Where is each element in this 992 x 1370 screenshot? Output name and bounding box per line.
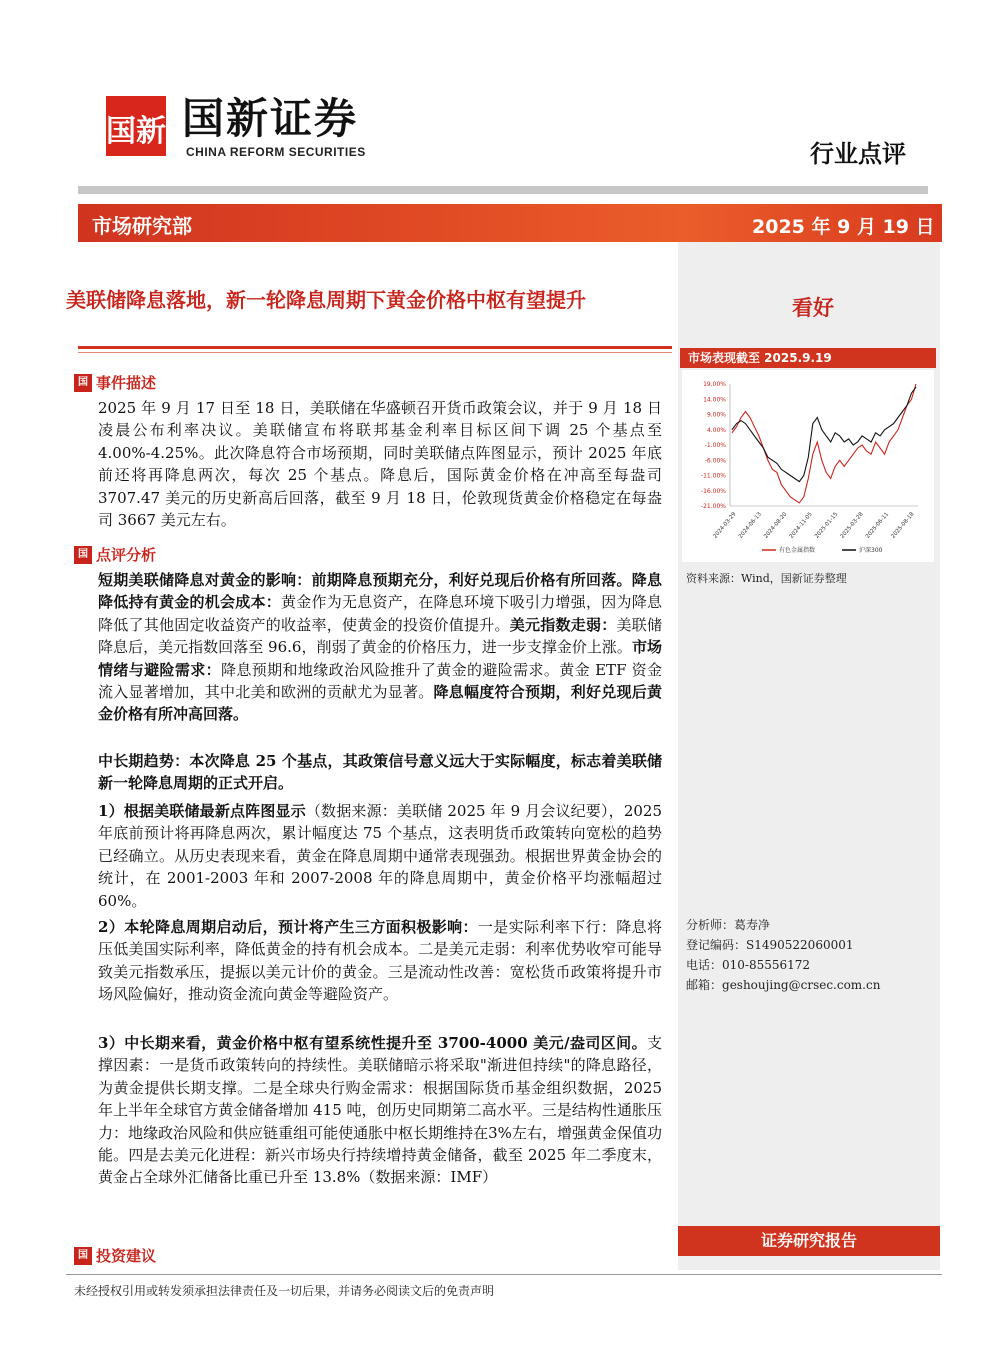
report-type: 行业点评 — [810, 140, 906, 168]
analysis-bold-1: 短期美联储降息对黄金的影响：前期降息预期充分，利好兑现后价格有所回落。降息降低持有黄金的机会成本： — [98, 571, 662, 612]
chart-title: 市场表现截至 2025.9.19 — [680, 348, 936, 368]
event-paragraph: 2025 年 9 月 17 日至 18 日，美联储在华盛顿召开货币政策会议，并于 9 月 18 日凌晨公布利率决议。美联储宣布将联邦基金利率目标区间下调 25 个基点至 4.00%-4.25%。此次降息符合市场预期，同时美联储点阵图显示，预计 2025 年底前还将再降息两次，每次 25 个基点。降息后，国际黄金价格在冲高至每盎司 3707.47 美元的历史新高后回落，截至 9 月 18 日，伦敦现货黄金价格稳定在每盎司 3667 美元左右。 — [98, 399, 662, 530]
analyst-mail[interactable]: geshoujing@crsec.com.cn — [722, 978, 881, 992]
analysis-paragraph-4 — [98, 916, 662, 1006]
y-tick-label: -11.00% — [700, 472, 726, 480]
analyst-reg: S1490522060001 — [746, 938, 854, 952]
analyst-name-label: 分析师： — [686, 918, 735, 932]
y-tick-label: 14.00% — [703, 396, 726, 404]
footer-rule — [66, 1274, 942, 1275]
analyst-mail-row — [686, 976, 880, 993]
section-analysis-label: 点评分析 — [96, 546, 157, 564]
title-rule — [78, 346, 672, 349]
section-icon: 国 — [74, 546, 92, 564]
x-tick-label: 2024-08-20 — [763, 511, 789, 540]
x-tick-label: 2024-06-13 — [737, 511, 763, 540]
disclaimer: 未经授权引用或转发须承担法律责任及一切后果，并请务必阅读文后的免责声明 — [74, 1284, 495, 1298]
department-label: 市场研究部 — [92, 214, 192, 238]
x-tick-label: 2024-03-29 — [712, 511, 738, 540]
y-tick-label: -21.00% — [700, 503, 726, 510]
rating: 看好 — [792, 296, 834, 320]
x-tick-label: 2025-03-28 — [839, 511, 865, 540]
analysis-bold-4: 降息幅度符合预期，利好兑现后黄金价格有所冲高回落。 — [98, 683, 662, 724]
logo-cn: 国新证券 — [182, 94, 359, 143]
y-tick-label: 9.00% — [706, 411, 726, 419]
x-tick-label: 2025-06-11 — [864, 511, 891, 540]
analyst-name: 葛寿净 — [734, 918, 771, 932]
analysis-point-3-text: 支撑因素：一是货币政策转向的持续性。美联储暗示将采取"渐进但持续"的降息路径，为黄金提供长期支撑。二是全球央行购金需求：根据国际货币基金组织数据，2025 年上半年全球官方黄金储备增加 415 吨，创历史同期第二高水平。三是结构性通胀压力：地缘政治风险和供应链重组可能使通胀中枢长期维持在3%左右，增强黄金保值功能。四是去美元化进程：新兴市场央行持续增持黄金储备，截至 2025 年二季度末，黄金占全球外汇储备比重已升至 13.8%（数据来源：IMF） — [98, 1034, 662, 1187]
y-tick-label: -16.00% — [700, 487, 726, 495]
report-date: 2025 年 9 月 19 日 — [752, 216, 935, 238]
analysis-text-2: 美联储降息后，美元指数回落至 96.6，削弱了黄金的价格压力，进一步支撑金价上涨。 — [98, 615, 662, 657]
analysis-point-2-head: 2）本轮降息周期启动后，预计将产生三方面积极影响： — [98, 918, 478, 936]
section-icon: 国 — [74, 374, 92, 392]
analysis-point-3-head: 3）中长期来看，黄金价格中枢有望系统性提升至 3700-4000 美元/盎司区间。 — [98, 1034, 647, 1052]
analyst-reg-row — [686, 936, 854, 953]
logo-mark — [106, 96, 166, 156]
chart-svg — [682, 370, 934, 562]
x-tick-label: 2024-11-05 — [788, 511, 814, 540]
analysis-point-2-text: 一是实际利率下行：降息将压低美国实际利率，降低黄金的持有机会成本。二是美元走弱：利率优势收窄可能导致美元指数承压，提振以美元计价的黄金。三是流动性改善：宽松货币政策将提升市场风险偏好，推动资金流向黄金等避险资产。 — [98, 918, 662, 1004]
section-invest-heading — [74, 1245, 156, 1266]
section-invest-label: 投资建议 — [96, 1247, 157, 1265]
x-tick-label: 2025-08-18 — [890, 511, 916, 540]
research-report-label: 证券研究报告 — [678, 1226, 940, 1256]
x-tick-label: 2025-01-15 — [814, 511, 840, 540]
header-divider-right — [298, 186, 928, 194]
analysis-point-1-text: （数据来源：美联储 2025 年 9 月会议纪要），2025 年底前预计将再降息两次，累计幅度达 75 个基点，这表明货币政策转向宽松的趋势已经确立。从历史表现来看，黄金在降息周期中通常表现强劲。根据世界黄金协会的统计，在 2001-2003 年和 2007-2008 年的降息周期中，黄金价格平均涨幅超过 60%。 — [98, 802, 662, 910]
analysis-text-3: 降息预期和地缘政治风险推升了黄金的避险需求。黄金 ETF 资金流入显著增加，其中北美和欧洲的贡献尤为显著。 — [98, 660, 662, 702]
header-divider-left — [78, 186, 298, 194]
y-tick-label: 19.00% — [703, 381, 726, 388]
analyst-tel-label: 电话： — [686, 958, 723, 972]
analysis-paragraph-5 — [98, 1032, 662, 1189]
section-icon: 国 — [74, 1247, 92, 1265]
analysis-paragraph-1 — [98, 569, 662, 726]
chart-source: 资料来源：Wind，国新证券整理 — [686, 572, 847, 585]
analysis-text-1: 黄金作为无息资产，在降息环境下吸引力增强，因为降息降低了其他固定收益资产的收益率，使黄金的投资价值提升。 — [98, 593, 662, 634]
logo-mark-text: 国新 — [106, 114, 166, 149]
analysis-mid-term: 中长期趋势：本次降息 25 个基点，其政策信号意义远大于实际幅度，标志着美联储新一轮降息周期的正式开启。 — [98, 752, 662, 793]
legend-label: 有色金属指数 — [779, 547, 816, 554]
title-rule-thin — [78, 352, 672, 353]
section-event-heading — [74, 372, 156, 393]
report-title: 美联储降息落地，新一轮降息周期下黄金价格中枢有望提升 — [66, 288, 586, 312]
analysis-bold-3: 市场情绪与避险需求： — [98, 638, 662, 679]
section-event-label: 事件描述 — [96, 374, 157, 392]
logo-en: CHINA REFORM SECURITIES — [186, 145, 366, 159]
y-tick-label: -6.00% — [704, 457, 726, 465]
y-tick-label: -1.00% — [704, 442, 726, 449]
analyst-name-row — [686, 916, 770, 933]
y-tick-label: 4.00% — [706, 426, 726, 434]
analyst-tel-row — [686, 956, 810, 973]
analysis-point-1-head: 1）根据美联储最新点阵图显示 — [98, 802, 306, 820]
analyst-reg-label: 登记编码： — [686, 938, 747, 952]
section-analysis-heading — [74, 544, 156, 565]
legend-label: 沪深300 — [859, 547, 883, 554]
analyst-mail-label: 邮箱： — [686, 978, 723, 992]
analysis-paragraph-3 — [98, 800, 662, 912]
analyst-tel: 010-85556172 — [722, 958, 811, 972]
analysis-bold-2: 美元指数走弱： — [509, 615, 617, 634]
market-chart — [682, 370, 934, 562]
analysis-paragraph-2 — [98, 750, 662, 795]
